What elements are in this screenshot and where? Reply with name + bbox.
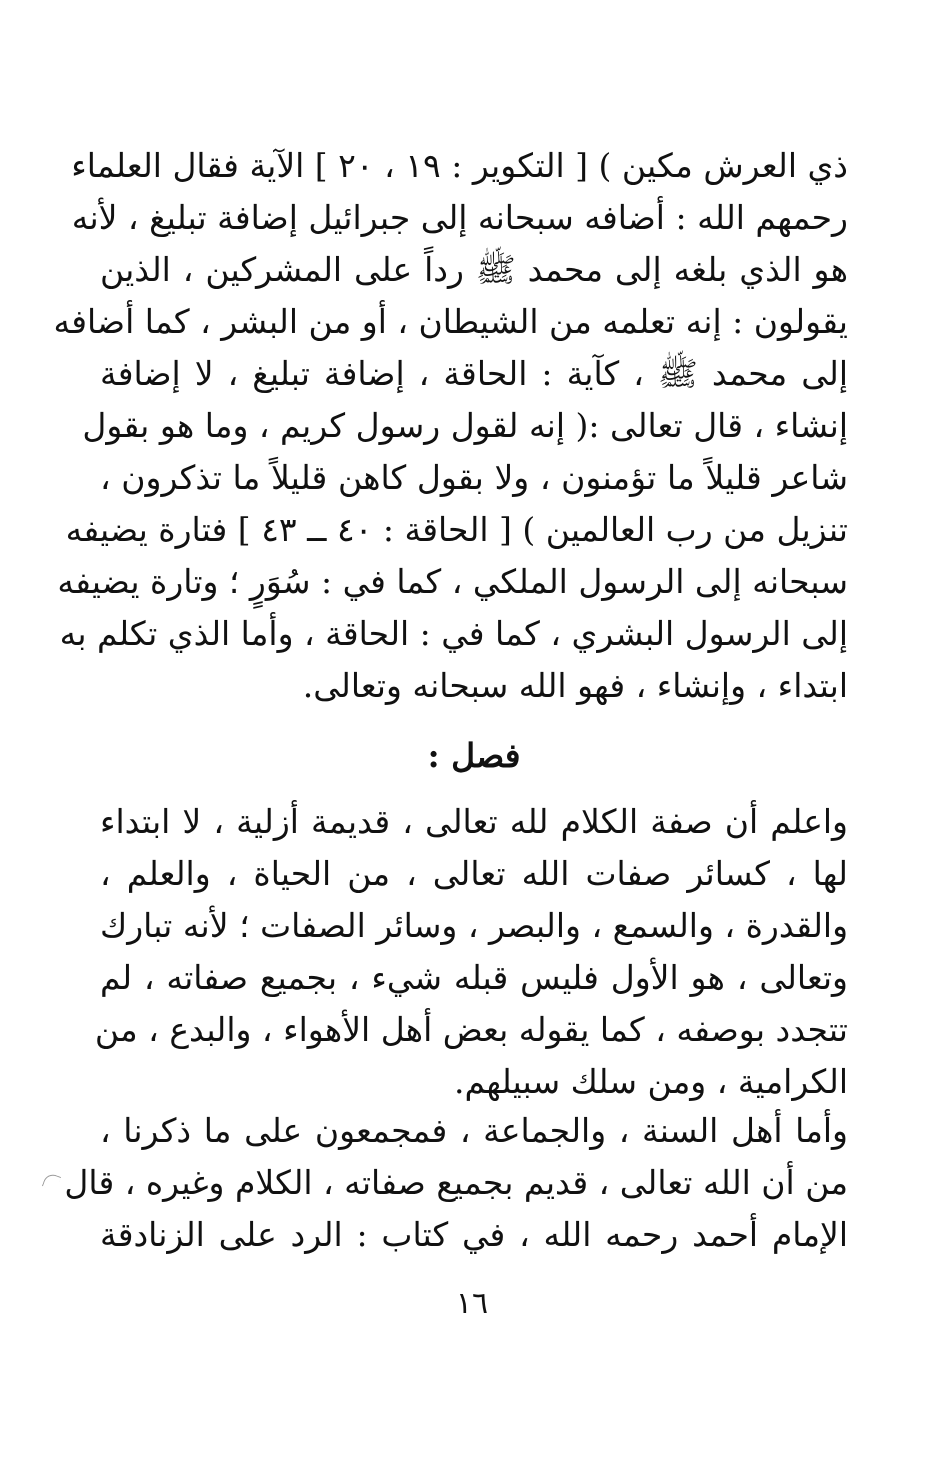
margin-mark [42, 1172, 61, 1191]
text-line: تنزيل من رب العالمين ) [ الحاقة : ٤٠ ــ ٤٣ ] فتارة يضيفه [65, 510, 848, 549]
paragraph-3 [64, 1105, 848, 1261]
text-line: وتعالى ، هو الأول فليس قبله شيء ، بجميع صفاته ، لم [100, 958, 848, 997]
text-line: وأما أهل السنة ، والجماعة ، فمجمعون على ما ذكرنا ، [100, 1111, 848, 1150]
text-line: هو الذي بلغه إلى محمد ﷺ رداً على المشركين ، الذين [100, 250, 848, 289]
paragraph-2 [94, 796, 848, 1108]
text-line: والقدرة ، والسمع ، والبصر ، وسائر الصفات ؛ لأنه تبارك [100, 906, 848, 945]
text-line: ابتداء ، وإنشاء ، فهو الله سبحانه وتعالى. [302, 666, 848, 705]
page-number: ١٦ [455, 1286, 489, 1321]
text-line: ذي العرش مكين ) [ التكوير : ١٩ ، ٢٠ ] الآية فقال العلماء [71, 146, 848, 185]
text-line: الكرامية ، ومن سلك سبيلهم. [453, 1062, 848, 1101]
text-line: تتجدد بوصفه ، كما يقوله بعض أهل الأهواء ، والبدع ، من [94, 1010, 848, 1049]
text-line: إلى الرسول البشري ، كما في : الحاقة ، وأما الذي تكلم به [59, 614, 848, 653]
text-line: يقولون : إنه تعلمه من الشيطان ، أو من البشر ، كما أضافه [53, 302, 848, 341]
text-line: شاعر قليلاً ما تؤمنون ، ولا بقول كاهن قليلاً ما تذكرون ، [100, 458, 848, 497]
text-line: إلى محمد ﷺ ، كآية : الحاقة ، إضافة تبليغ ، لا إضافة [100, 354, 848, 393]
text-line: إنشاء ، قال تعالى :( إنه لقول رسول كريم ، وما هو بقول [82, 406, 848, 445]
paragraph-1 [53, 140, 848, 712]
text-line: رحمهم الله : أضافه سبحانه إلى جبرائيل إضافة تبليغ ، لأنه [71, 198, 848, 237]
text-line: واعلم أن صفة الكلام لله تعالى ، قديمة أزلية ، لا ابتداء [100, 802, 848, 841]
text-line: سبحانه إلى الرسول الملكي ، كما في : سُوَرٍ ؛ وتارة يضيفه [57, 562, 848, 601]
section-heading: فصل : [427, 736, 521, 775]
text-line: من أن الله تعالى ، قديم بجميع صفاته ، الكلام وغيره ، قال [64, 1163, 848, 1202]
text-line: لها ، كسائر صفات الله تعالى ، من الحياة ، والعلم ، [100, 854, 848, 893]
text-line: الإمام أحمد رحمه الله ، في كتاب : الرد على الزنادقة [100, 1215, 848, 1254]
